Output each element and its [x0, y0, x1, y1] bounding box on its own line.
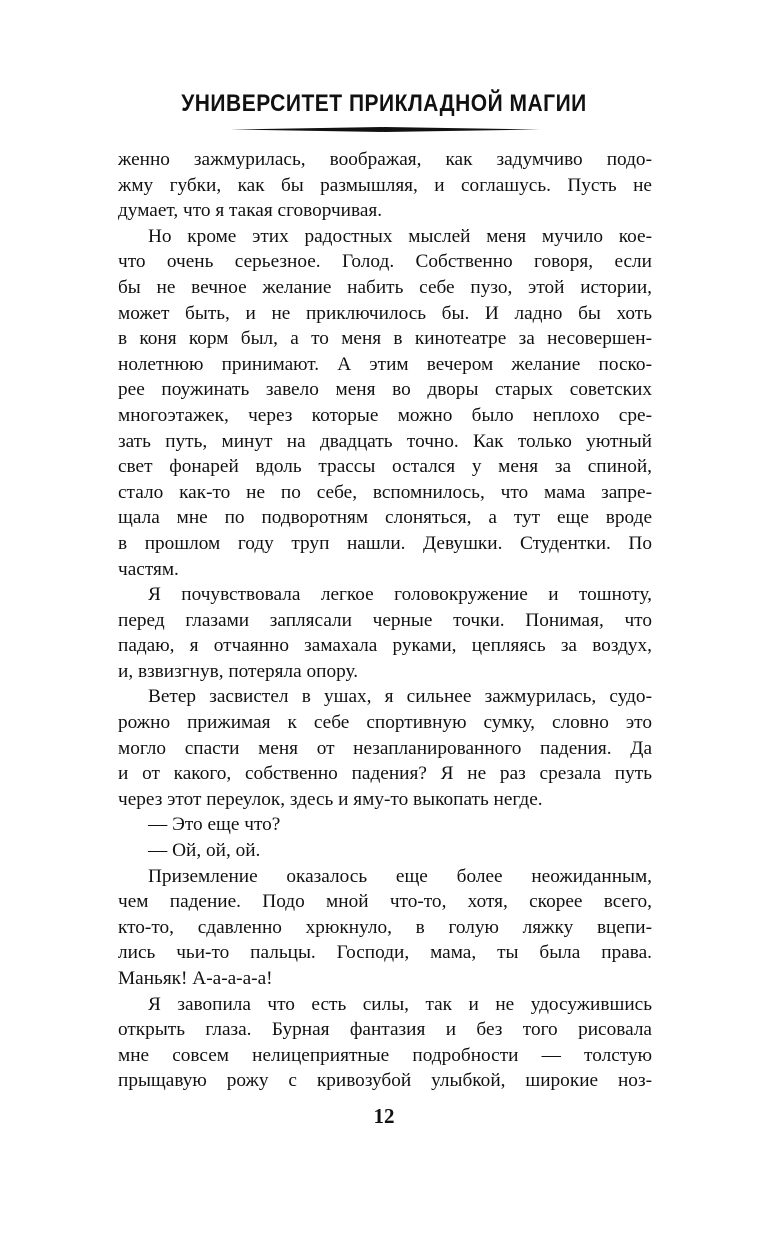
paragraph [118, 992, 652, 1094]
text-line: нолетнюю принимают. А этим вечером желание поско- [118, 353, 652, 375]
text-line: в коня корм был, а то меня в кинотеатре за несовершен- [118, 328, 652, 350]
text-line: бы не вечное желание набить себе пузо, этой истории, [118, 276, 652, 298]
text-line: через этот переулок, здесь и яму-то выкопать негде. [118, 788, 543, 810]
page-number: 12 [373, 1104, 395, 1128]
paragraph [118, 864, 652, 992]
text-line: Приземление оказалось еще более неожиданным, [148, 865, 652, 887]
text-line: частям. [118, 558, 179, 580]
text-line: женно зажмурилась, воображая, как задумчиво подо- [118, 149, 652, 170]
text-line: Но кроме этих радостных мыслей меня мучило кое- [148, 225, 652, 247]
paragraph [118, 838, 652, 864]
text-line: жму губки, как бы размышляя, и соглашусь. Пусть не [118, 174, 652, 196]
text-line: Я завопила что есть силы, так и не удосужившись [148, 993, 652, 1015]
text-line: рее поужинать завело меня во дворы старых советских [118, 379, 652, 401]
paragraph [118, 812, 652, 838]
text-line: стало как-то не по себе, вспомнилось, что мама запре- [118, 481, 652, 503]
text-line: в прошлом году труп нашли. Девушки. Студентки. По [118, 532, 652, 554]
text-line: открыть глаза. Бурная фантазия и без того рисовала [118, 1019, 652, 1041]
text-line: чем падение. Подо мной что-то, хотя, скорее всего, [118, 891, 652, 913]
body-text [118, 147, 652, 1094]
text-line: перед глазами заплясали черные точки. Понимая, что [118, 609, 652, 631]
paragraph [118, 147, 652, 224]
text-line: рожно прижимая к себе спортивную сумку, словно это [118, 712, 652, 734]
paragraph [118, 224, 652, 582]
text-line: прыщавую рожу с кривозубой улыбкой, широкие ноз- [118, 1070, 652, 1092]
text-line: падаю, я отчаянно замахала руками, цепляясь за воздух, [118, 635, 652, 657]
text-line: свет фонарей вдоль трассы остался у меня за спиной, [118, 456, 652, 478]
text-line: кто-то, сдавленно хрюкнуло, в голую ляжку вцепи- [118, 916, 652, 938]
text-line: — Это еще что? [148, 814, 281, 836]
text-line: могло спасти меня от незапланированного падения. Да [118, 737, 652, 759]
text-line: Маньяк! А-а-а-а-а! [118, 968, 273, 989]
header-ornament-rule [230, 127, 540, 132]
text-line: что очень серьезное. Голод. Собственно говоря, если [118, 251, 652, 273]
paragraph [118, 684, 652, 812]
text-line: Я почувствовала легкое головокружение и тошноту, [148, 584, 652, 606]
text-line: мне совсем нелицеприятные подробности — толстую [118, 1044, 652, 1066]
text-line: зать путь, минут на двадцать точно. Как только уютный [118, 430, 652, 452]
text-line: и от какого, собственно падения? Я не раз срезала путь [118, 763, 652, 785]
text-line: лись чьи-то пальцы. Господи, мама, ты была права. [118, 942, 652, 964]
text-line: может быть, и не приключилось бы. И ладно бы хоть [118, 302, 652, 324]
running-head: УНИВЕРСИТЕТ ПРИКЛАДНОЙ МАГИИ [181, 90, 587, 117]
text-line: щала мне по подворотням слоняться, а тут еще вроде [118, 507, 652, 529]
text-line: — Ой, ой, ой. [148, 840, 261, 862]
text-line: и, взвизгнув, потеряла опору. [118, 660, 359, 682]
paragraph [118, 582, 652, 684]
text-line: многоэтажек, через которые можно было неплохо сре- [118, 404, 652, 426]
text-line: Ветер засвистел в ушах, я сильнее зажмурилась, судо- [148, 686, 652, 708]
text-line: думает, что я такая сговорчивая. [118, 200, 383, 222]
